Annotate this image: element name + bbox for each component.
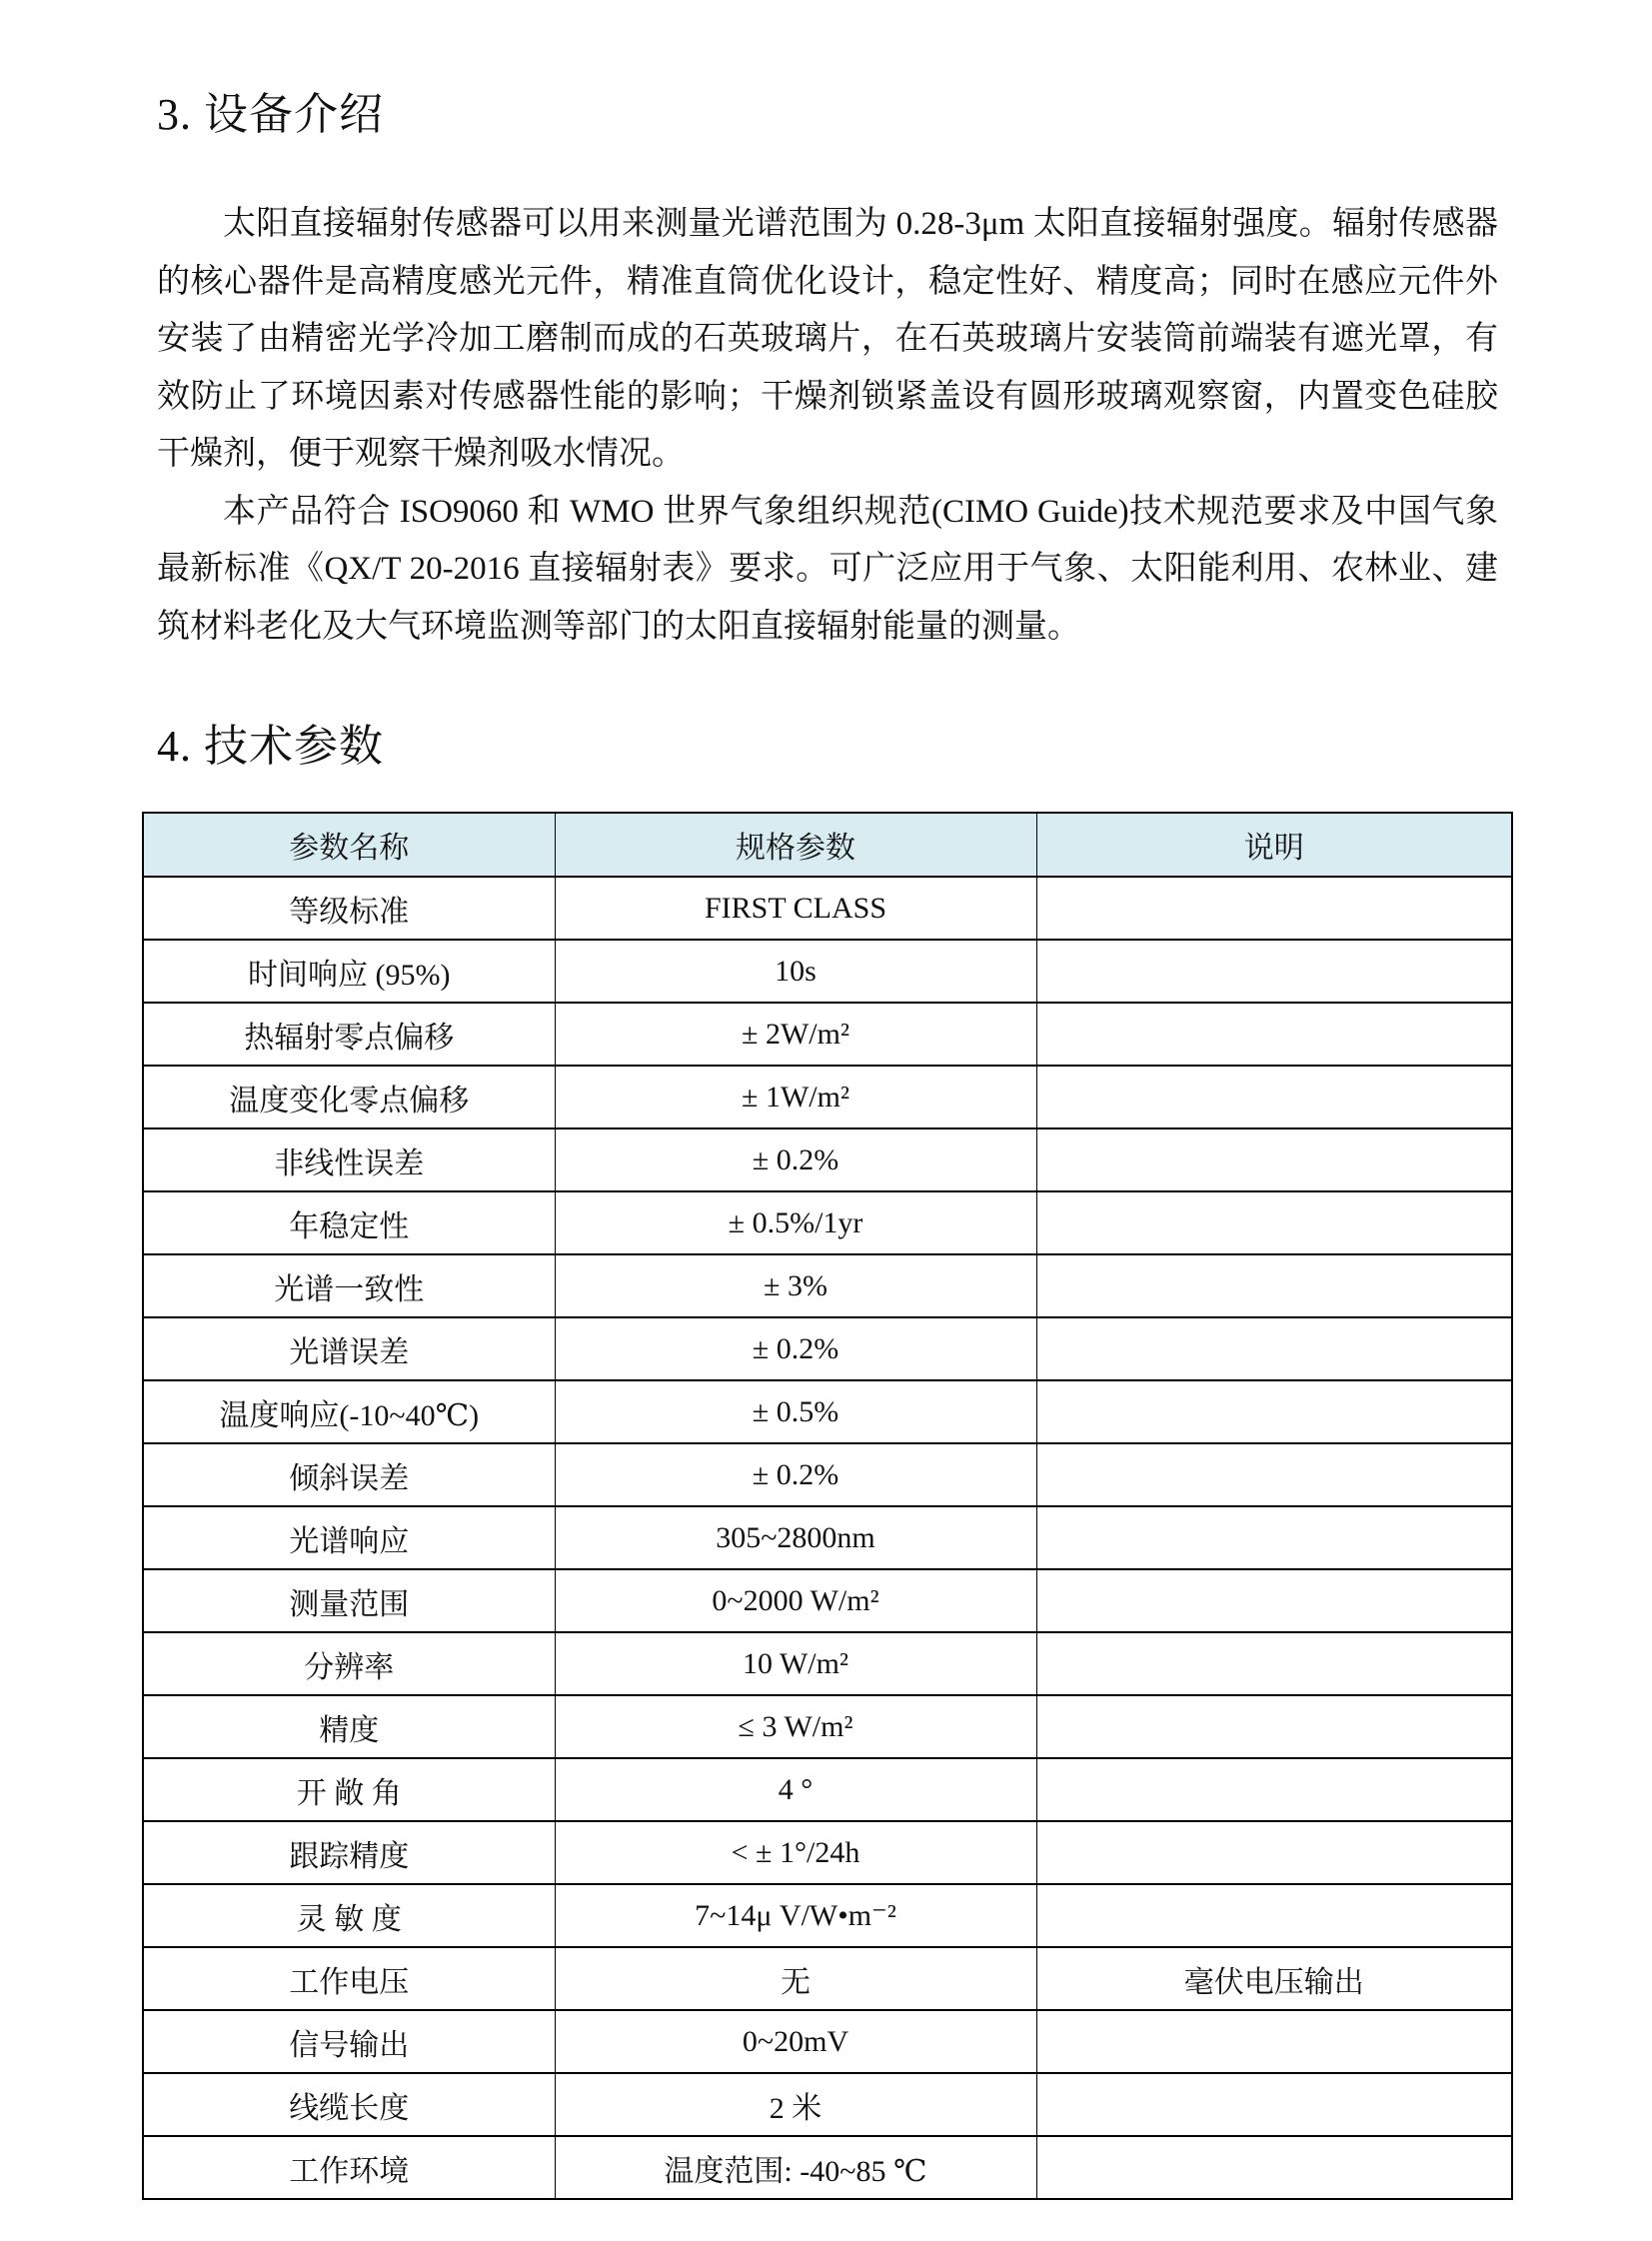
table-row — [143, 1758, 1512, 1821]
param-name-cell: 测量范围 — [143, 1569, 555, 1632]
param-name-cell: 温度变化零点偏移 — [143, 1066, 555, 1128]
table-row — [143, 1884, 1512, 1947]
table-row — [143, 1128, 1512, 1191]
spec-value-cell: ± 3% — [555, 1254, 1036, 1317]
note-cell — [1036, 1506, 1512, 1569]
note-cell — [1036, 1191, 1512, 1254]
param-name-cell: 非线性误差 — [143, 1128, 555, 1191]
note-cell — [1036, 1821, 1512, 1884]
table-row — [143, 2010, 1512, 2073]
spec-value-cell: ± 0.2% — [555, 1443, 1036, 1506]
param-name-cell: 跟踪精度 — [143, 1821, 555, 1884]
table-row — [143, 1003, 1512, 1066]
table-row — [143, 1569, 1512, 1632]
param-name-cell: 灵 敏 度 — [143, 1884, 555, 1947]
param-name-cell: 光谱一致性 — [143, 1254, 555, 1317]
spec-value-cell: 温度范围: -40~85 ℃ — [555, 2136, 1036, 2199]
table-row — [143, 1191, 1512, 1254]
note-cell — [1036, 2136, 1512, 2199]
note-cell — [1036, 1569, 1512, 1632]
spec-value-cell: ± 2W/m² — [555, 1003, 1036, 1066]
spec-value-cell: ± 0.5%/1yr — [555, 1191, 1036, 1254]
section-3-heading: 3. 设备介绍 — [157, 90, 384, 139]
table-row — [143, 1695, 1512, 1758]
col-header-spec-value: 规格参数 — [555, 813, 1036, 877]
note-cell — [1036, 940, 1512, 1003]
param-name-cell: 时间响应 (95%) — [143, 940, 555, 1003]
note-cell — [1036, 1443, 1512, 1506]
param-name-cell: 倾斜误差 — [143, 1443, 555, 1506]
spec-value-cell: ± 0.2% — [555, 1128, 1036, 1191]
param-name-cell: 年稳定性 — [143, 1191, 555, 1254]
param-name-cell: 信号输出 — [143, 2010, 555, 2073]
intro-paragraph-1: 太阳直接辐射传感器可以用来测量光谱范围为 0.28-3μm 太阳直接辐射强度。辐射传感器的核心器件是高精度感光元件，精准直筒优化设计，稳定性好、精度高；同时在感应元件外安装了由精密光学冷加工磨制而成的石英玻璃片，在石英玻璃片安装筒前端装有遮光罩，有效防止了环境因素对传感器性能的影响；干燥剂锁紧盖设有圆形玻璃观察窗，内置变色硅胶干燥剂，便于观察干燥剂吸水情况。 — [157, 206, 1498, 472]
spec-value-cell: 2 米 — [555, 2073, 1036, 2136]
note-cell — [1036, 877, 1512, 940]
param-name-cell: 开 敞 角 — [143, 1758, 555, 1821]
spec-value-cell: ± 0.2% — [555, 1317, 1036, 1380]
spec-value-cell: ± 0.5% — [555, 1380, 1036, 1443]
note-cell — [1036, 1695, 1512, 1758]
table-row — [143, 1254, 1512, 1317]
spec-value-cell: 10 W/m² — [555, 1632, 1036, 1695]
spec-value-cell: 0~2000 W/m² — [555, 1569, 1036, 1632]
table-row — [143, 2136, 1512, 2199]
param-name-cell: 光谱误差 — [143, 1317, 555, 1380]
table-header-row — [143, 813, 1512, 877]
table-row — [143, 1066, 1512, 1128]
spec-table — [142, 812, 1513, 2200]
param-name-cell: 分辨率 — [143, 1632, 555, 1695]
spec-value-cell: ± 1W/m² — [555, 1066, 1036, 1128]
intro-paragraph-2: 本产品符合 ISO9060 和 WMO 世界气象组织规范(CIMO Guide)技术规范要求及中国气象最新标准《QX/T 20-2016 直接辐射表》要求。可广泛应用于气象、太阳能利用、农林业、建筑材料老化及大气环境监测等部门的太阳直接辐射能量的测量。 — [157, 493, 1498, 645]
spec-value-cell: 4 ° — [555, 1758, 1036, 1821]
col-header-param-name: 参数名称 — [143, 813, 555, 877]
note-cell — [1036, 1632, 1512, 1695]
note-cell: 毫伏电压输出 — [1036, 1947, 1512, 2010]
note-cell — [1036, 2010, 1512, 2073]
spec-value-cell: 10s — [555, 940, 1036, 1003]
param-name-cell: 光谱响应 — [143, 1506, 555, 1569]
note-cell — [1036, 1128, 1512, 1191]
table-row — [143, 2073, 1512, 2136]
param-name-cell: 等级标准 — [143, 877, 555, 940]
table-row — [143, 1380, 1512, 1443]
note-cell — [1036, 1317, 1512, 1380]
note-cell — [1036, 2073, 1512, 2136]
param-name-cell: 温度响应(-10~40℃) — [143, 1380, 555, 1443]
table-row — [143, 1947, 1512, 2010]
spec-value-cell: < ± 1°/24h — [555, 1821, 1036, 1884]
param-name-cell: 精度 — [143, 1695, 555, 1758]
note-cell — [1036, 1003, 1512, 1066]
note-cell — [1036, 1758, 1512, 1821]
note-cell — [1036, 1884, 1512, 1947]
table-row — [143, 877, 1512, 940]
spec-value-cell: 7~14μ V/W•m⁻² — [555, 1884, 1036, 1947]
section-4-heading: 4. 技术参数 — [157, 722, 384, 771]
col-header-note: 说明 — [1036, 813, 1512, 877]
note-cell — [1036, 1066, 1512, 1128]
table-row — [143, 1632, 1512, 1695]
param-name-cell: 工作环境 — [143, 2136, 555, 2199]
note-cell — [1036, 1254, 1512, 1317]
table-row — [143, 1317, 1512, 1380]
param-name-cell: 热辐射零点偏移 — [143, 1003, 555, 1066]
spec-value-cell: 0~20mV — [555, 2010, 1036, 2073]
table-row — [143, 1821, 1512, 1884]
table-row — [143, 1506, 1512, 1569]
spec-value-cell: 305~2800nm — [555, 1506, 1036, 1569]
param-name-cell: 工作电压 — [143, 1947, 555, 2010]
table-row — [143, 1443, 1512, 1506]
spec-value-cell: FIRST CLASS — [555, 877, 1036, 940]
spec-value-cell: ≤ 3 W/m² — [555, 1695, 1036, 1758]
param-name-cell: 线缆长度 — [143, 2073, 555, 2136]
spec-value-cell: 无 — [555, 1947, 1036, 2010]
note-cell — [1036, 1380, 1512, 1443]
table-row — [143, 940, 1512, 1003]
